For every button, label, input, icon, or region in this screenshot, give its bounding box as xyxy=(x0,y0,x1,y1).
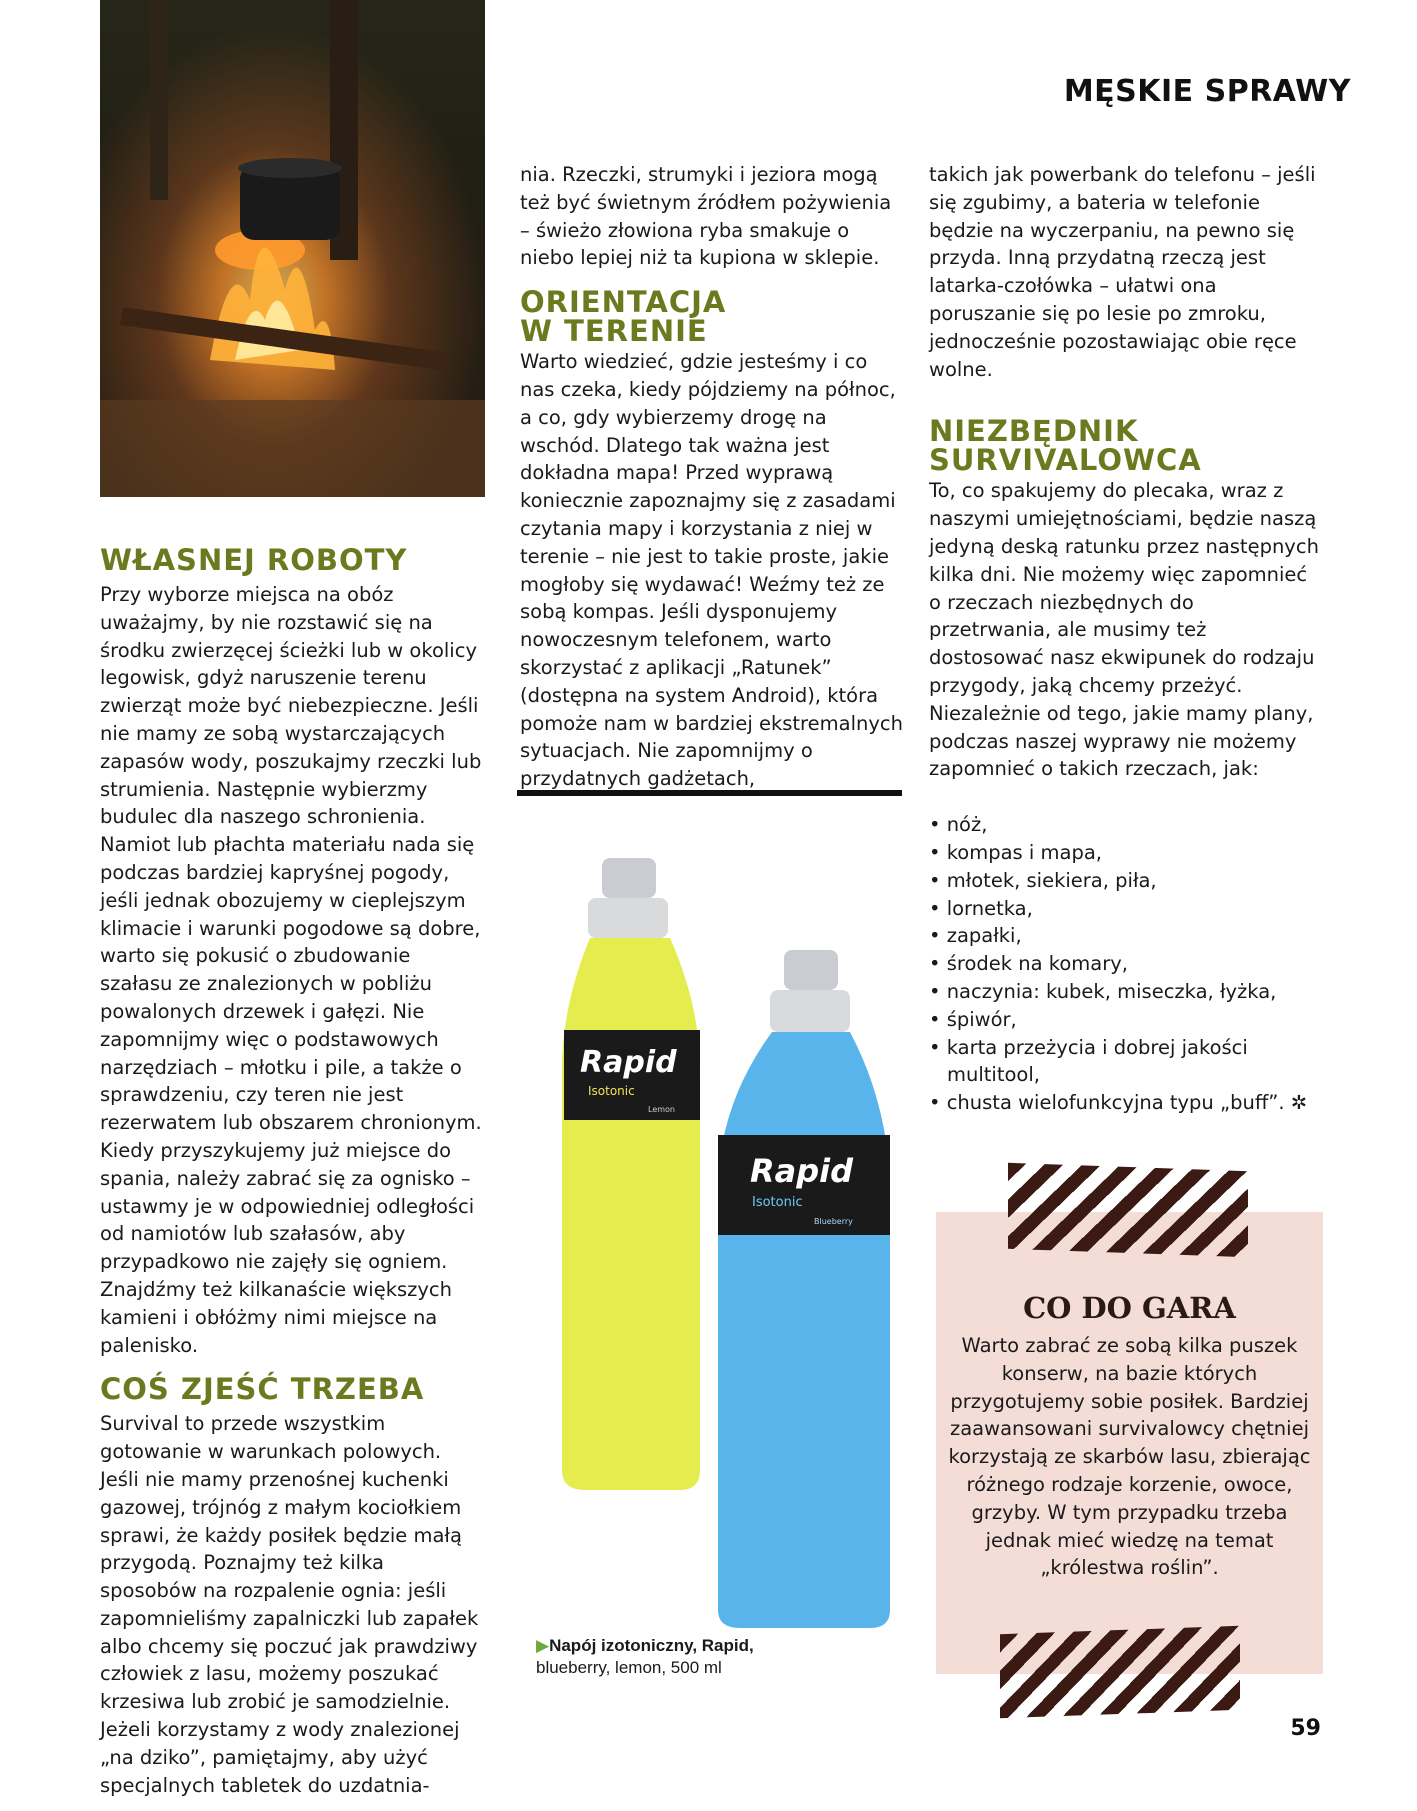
product-image xyxy=(540,850,900,1640)
divider-rule xyxy=(517,790,902,796)
list-item: • lornetka, xyxy=(929,895,1321,923)
sidebar-box-content xyxy=(946,1290,1313,1582)
title-line-2: W TERENIE xyxy=(520,314,708,349)
caption-rest: blueberry, lemon, 500 ml xyxy=(536,1658,722,1677)
paragraph-continuation: nia. Rzeczki, strumyki i jeziora mogą też być świetnym źródłem pożywienia – świeżo złowiona ryba smakuje o niebo lepiej niż ta kupiona w sklepie. xyxy=(520,163,892,270)
box-text: Warto zabrać ze sobą kilka puszek konserw, na bazie których przygotujemy sobie posiłek. Bardziej zaawansowani survivalowcy chętniej korzystają ze skarbów lasu, zbierając różnego rodzaje korzenie, owoce, grzyby. W tym przypadku trzeba jednak mieć wiedzę na temat „królestwa roślin”. xyxy=(948,1334,1311,1580)
section-title-orientacja xyxy=(520,285,905,349)
page-number: 59 xyxy=(1290,1716,1321,1741)
end-mark-icon: ✲ xyxy=(1290,1091,1308,1115)
stripes-top-decoration xyxy=(1008,1163,1248,1257)
paragraph-wlasnej-roboty: Przy wyborze miejsca na obóz uważajmy, by nie rozstawić się na środku zwierzęcej ścieżki lub w okolicy legowisk, gdyż naruszenie terenu zwierząt może być niebezpieczne. Jeśli nie mamy ze sobą wystarczających zapasów wody, poszukajmy rzeczki lub strumienia. Następnie wybierzmy budulec dla naszego schronienia. Namiot lub płachta materiału nada się podczas bardziej kapryśnej pogody, jeśli jednak obozujemy w cieplejszym klimacie i warunki pogodowe są dobre, warto się pokusić o zbudowanie szałasu ze znalezionych w pobliżu powalonych drzewek i gałęzi. Nie zapomnijmy więc o podstawowych narzędziach – młotku i pile, a także o sprawdzeniu, czy teren nie jest rezerwatem lub obszarem chronionym. Kiedy przyszykujemy już miejsce do spania, należy zabrać się za ognisko – ustawmy je w odpowiedniej odległości od namiotów lub szałasów, aby przypadkowo nie zajęły się ogniem. Znajdźmy też kilkanaście większych kamieni i obłóżmy nimi miejsce na palenisko. xyxy=(100,583,482,1357)
list-item: • karta przeżycia i dobrej jakości multitool, xyxy=(929,1034,1321,1090)
section-title-cos-zjesc-trzeba: COŚ ZJEŚĆ TRZEBA xyxy=(100,1372,425,1407)
stripes-bottom-decoration xyxy=(1000,1626,1240,1718)
paragraph-gadzety: takich jak powerbank do telefonu – jeśli się zgubimy, a bateria w telefonie będzie na wyczerpaniu, na pewno się przyda. Inną przydatną rzeczą jest latarka-czołówka – ułatwi ona poruszanie się po lesie po zmroku, jednocześnie pozostawiając obie ręce wolne. xyxy=(929,163,1316,381)
list-item: • środek na komary, xyxy=(929,950,1321,978)
product-caption xyxy=(536,1635,876,1679)
list-item: • naczynia: kubek, miseczka, łyżka, xyxy=(929,978,1321,1006)
paragraph-cos-zjesc-trzeba: Survival to przede wszystkim gotowanie w warunkach polowych. Jeśli nie mamy przenośnej kuchenki gazowej, trójnóg z małym kociołkiem sprawi, że każdy posiłek będzie małą przygodą. Poznajmy też kilka sposobów na rozpalenie ognia: jeśli zapomnieliśmy zapalniczki lub zapałek albo chcemy się poczuć jak prawdziwy człowiek z lasu, możemy poszukać krzesiwa lub zrobić je samodzielnie. Jeżeli korzystamy z wody znalezionej „na dziko”, pamiętajmy, aby użyć specjalnych tabletek do uzdatnia- xyxy=(100,1412,479,1797)
list-item xyxy=(929,1089,1321,1117)
title-line-1: NIEZBĘDNIK xyxy=(929,414,1139,449)
campfire-image-icon xyxy=(100,0,485,497)
triangle-icon: ▶ xyxy=(536,1636,550,1655)
blue-sub: Isotonic xyxy=(752,1195,803,1210)
bottles-icon xyxy=(540,850,900,1640)
list-item: • śpiwór, xyxy=(929,1006,1321,1034)
list-item: • zapałki, xyxy=(929,922,1321,950)
caption-bold: Napój izotoniczny, Rapid, xyxy=(549,1636,754,1655)
equipment-list xyxy=(929,811,1321,1117)
column-2 xyxy=(520,161,905,793)
yellow-sub: Isotonic xyxy=(588,1084,635,1098)
section-title-niezbednik xyxy=(929,414,1321,478)
section-label: MĘSKIE SPRAWY xyxy=(1063,74,1351,109)
campfire-photo xyxy=(100,0,485,497)
list-item-text: chusta wielofunkcyjna typu „buff”. xyxy=(946,1091,1285,1115)
section-title-wlasnej-roboty: WŁASNEJ ROBOTY xyxy=(100,543,408,577)
box-title: CO DO GARA xyxy=(1023,1291,1236,1325)
paragraph-niezbednik: To, co spakujemy do plecaka, wraz z naszymi umiejętnościami, będzie naszą jedyną deską ratunku przez następnych kilka dni. Nie możemy więc zapomnieć o rzeczach niezbędnych do przetrwania, ale musimy też dostosować nasz ekwipunek do rodzaju przygody, jaką chcemy przeżyć. Niezależnie od tego, jakie mamy plany, podczas naszej wyprawy nie możemy zapomnieć o takich rzeczach, jak: xyxy=(929,479,1319,781)
list-item: • kompas i mapa, xyxy=(929,839,1321,867)
blue-brand: Rapid xyxy=(750,1152,854,1190)
list-item: • młotek, siekiera, piła, xyxy=(929,867,1321,895)
title-line-1: ORIENTACJA xyxy=(520,285,727,320)
blue-flavor: Blueberry xyxy=(814,1217,853,1226)
column-3 xyxy=(929,161,1321,1117)
list-item: • nóż, xyxy=(929,811,1321,839)
title-line-2: SURVIVALOWCA xyxy=(929,443,1202,478)
yellow-flavor: Lemon xyxy=(648,1105,675,1114)
paragraph-orientacja: Warto wiedzieć, gdzie jesteśmy i co nas czeka, kiedy pójdziemy na północ, a co, gdy wybierzemy drogę na wschód. Dlatego tak ważna jest dokładna mapa! Przed wyprawą koniecznie zapoznajmy się z zasadami czytania mapy i korzystania z niej w terenie – nie jest to takie proste, jakie mogłoby się wydawać! Weźmy też ze sobą kompas. Jeśli dysponujemy nowoczesnym telefonem, warto skorzystać z aplikacji „Ratunek” (dostępna na system Android), która pomoże nam w bardziej ekstremalnych sytuacjach. Nie zapomnijmy o przydatnych gadżetach, xyxy=(520,350,903,791)
column-1 xyxy=(100,543,485,1799)
yellow-brand: Rapid xyxy=(580,1045,677,1080)
